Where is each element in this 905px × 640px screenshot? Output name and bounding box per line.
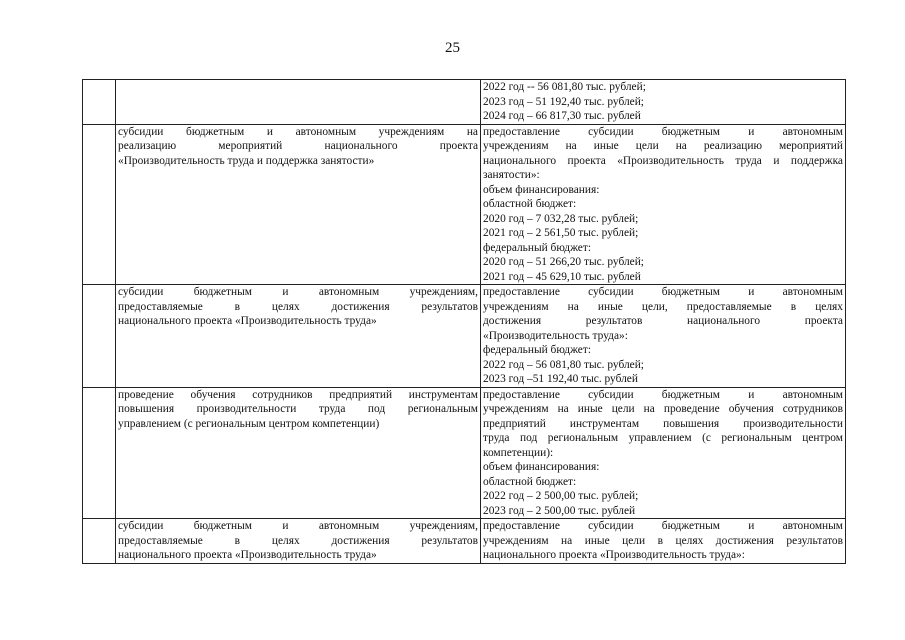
measure-cell-line: предоставляемые в целях достижения результатов [118, 300, 478, 313]
funding-cell-line: 2022 год -- 56 081,80 тыс. рублей; [483, 81, 646, 93]
funding-cell [481, 285, 846, 388]
funding-cell-line: предоставление субсидии бюджетным и автономным [483, 520, 843, 532]
measure-cell [116, 519, 481, 564]
funding-cell-line: труда под региональным управлением (с региональным центром [483, 432, 843, 444]
funding-cell-line: 2020 год – 51 266,20 тыс. рублей; [483, 256, 644, 268]
funding-cell [481, 519, 846, 564]
funding-cell-line: занятости»: [483, 169, 540, 181]
table-row [83, 387, 846, 519]
funding-cell-line: объем финансирования: [483, 461, 600, 473]
measure-cell [116, 124, 481, 285]
index-cell [83, 80, 116, 125]
funding-cell-line: 2023 год –51 192,40 тыс. рублей [483, 373, 638, 385]
measure-cell [116, 387, 481, 519]
funding-cell-line: предоставление субсидии бюджетным и автономным [483, 388, 843, 401]
funding-cell-line: национального проекта «Производительность труда и поддержка [483, 154, 843, 167]
funding-cell-line: областной бюджет: [483, 198, 577, 210]
measure-cell-line: проведение обучения сотрудников предприятий инструментам [118, 388, 478, 401]
funding-cell-line: 2023 год – 2 500,00 тыс. рублей [483, 504, 636, 517]
funding-cell-line: 2021 год – 45 629,10 тыс. рублей [483, 270, 641, 283]
funding-cell-line: 2021 год – 2 561,50 тыс. рублей; [483, 227, 639, 239]
funding-cell-line: федеральный бюджет: [483, 344, 591, 356]
table-row [83, 519, 846, 564]
measure-cell-line: субсидии бюджетным и автономным учреждениям на [118, 125, 478, 138]
measure-cell-line: субсидии бюджетным и автономным учреждениям, [118, 286, 478, 298]
funding-cell-line: предприятий инструментам повышения производительности [483, 417, 843, 430]
funding-cell-line: 2023 год – 51 192,40 тыс. рублей; [483, 95, 644, 108]
funding-cell-line: 2020 год – 7 032,28 тыс. рублей; [483, 212, 639, 225]
table-row [83, 124, 846, 285]
funding-cell-line: учреждениям на иные цели на проведение обучения сотрудников [483, 403, 843, 415]
table-row [83, 80, 846, 125]
funding-cell-line: национального проекта «Производительность труда»: [483, 549, 745, 561]
index-cell [83, 519, 116, 564]
funding-cell-line: «Производительность труда»: [483, 329, 628, 342]
funding-cell-line: учреждениям на иные цели в целях достижения результатов [483, 534, 843, 547]
funding-cell-line: компетенции): [483, 446, 554, 459]
measure-cell-line: национального проекта «Производительность труда» [118, 549, 377, 561]
funding-cell [481, 124, 846, 285]
measure-cell [116, 80, 481, 125]
measure-cell-line: повышения производительности труда под региональным [118, 403, 478, 415]
measure-cell-line: «Производительность труда и поддержка занятости» [118, 154, 375, 167]
funding-cell-line: 2022 год – 56 081,80 тыс. рублей; [483, 358, 644, 371]
measure-cell-line: управлением (с региональным центром компетенции) [118, 417, 380, 430]
page-number: 25 [445, 40, 460, 56]
table-row [83, 285, 846, 388]
index-cell [83, 387, 116, 519]
funding-cell-line: 2022 год – 2 500,00 тыс. рублей; [483, 490, 639, 502]
funding-cell-line: федеральный бюджет: [483, 241, 591, 254]
measure-cell-line: субсидии бюджетным и автономным учреждениям, [118, 520, 478, 532]
funding-cell-line: предоставление субсидии бюджетным и автономным [483, 125, 843, 138]
funding-cell-line: учреждениям на иные цели, предоставляемые в целях [483, 300, 843, 313]
measure-cell-line: предоставляемые в целях достижения результатов [118, 534, 478, 547]
measure-cell-line: национального проекта «Производительность труда» [118, 315, 377, 327]
funding-cell-line: 2024 год – 66 817,30 тыс. рублей [483, 110, 641, 122]
funding-cell-line: областной бюджет: [483, 475, 577, 488]
funding-cell-line: учреждениям на иные цели на реализацию мероприятий [483, 140, 843, 152]
index-cell [83, 124, 116, 285]
index-cell [83, 285, 116, 388]
funding-cell [481, 387, 846, 519]
funding-cell [481, 80, 846, 125]
funding-cell-line: объем финансирования: [483, 183, 600, 196]
funding-cell-line: предоставление субсидии бюджетным и автономным [483, 286, 843, 298]
measure-cell [116, 285, 481, 388]
measure-cell-line: реализацию мероприятий национального проекта [118, 140, 478, 152]
funding-table [82, 79, 846, 564]
funding-cell-line: достижения результатов национального проекта [483, 315, 843, 327]
